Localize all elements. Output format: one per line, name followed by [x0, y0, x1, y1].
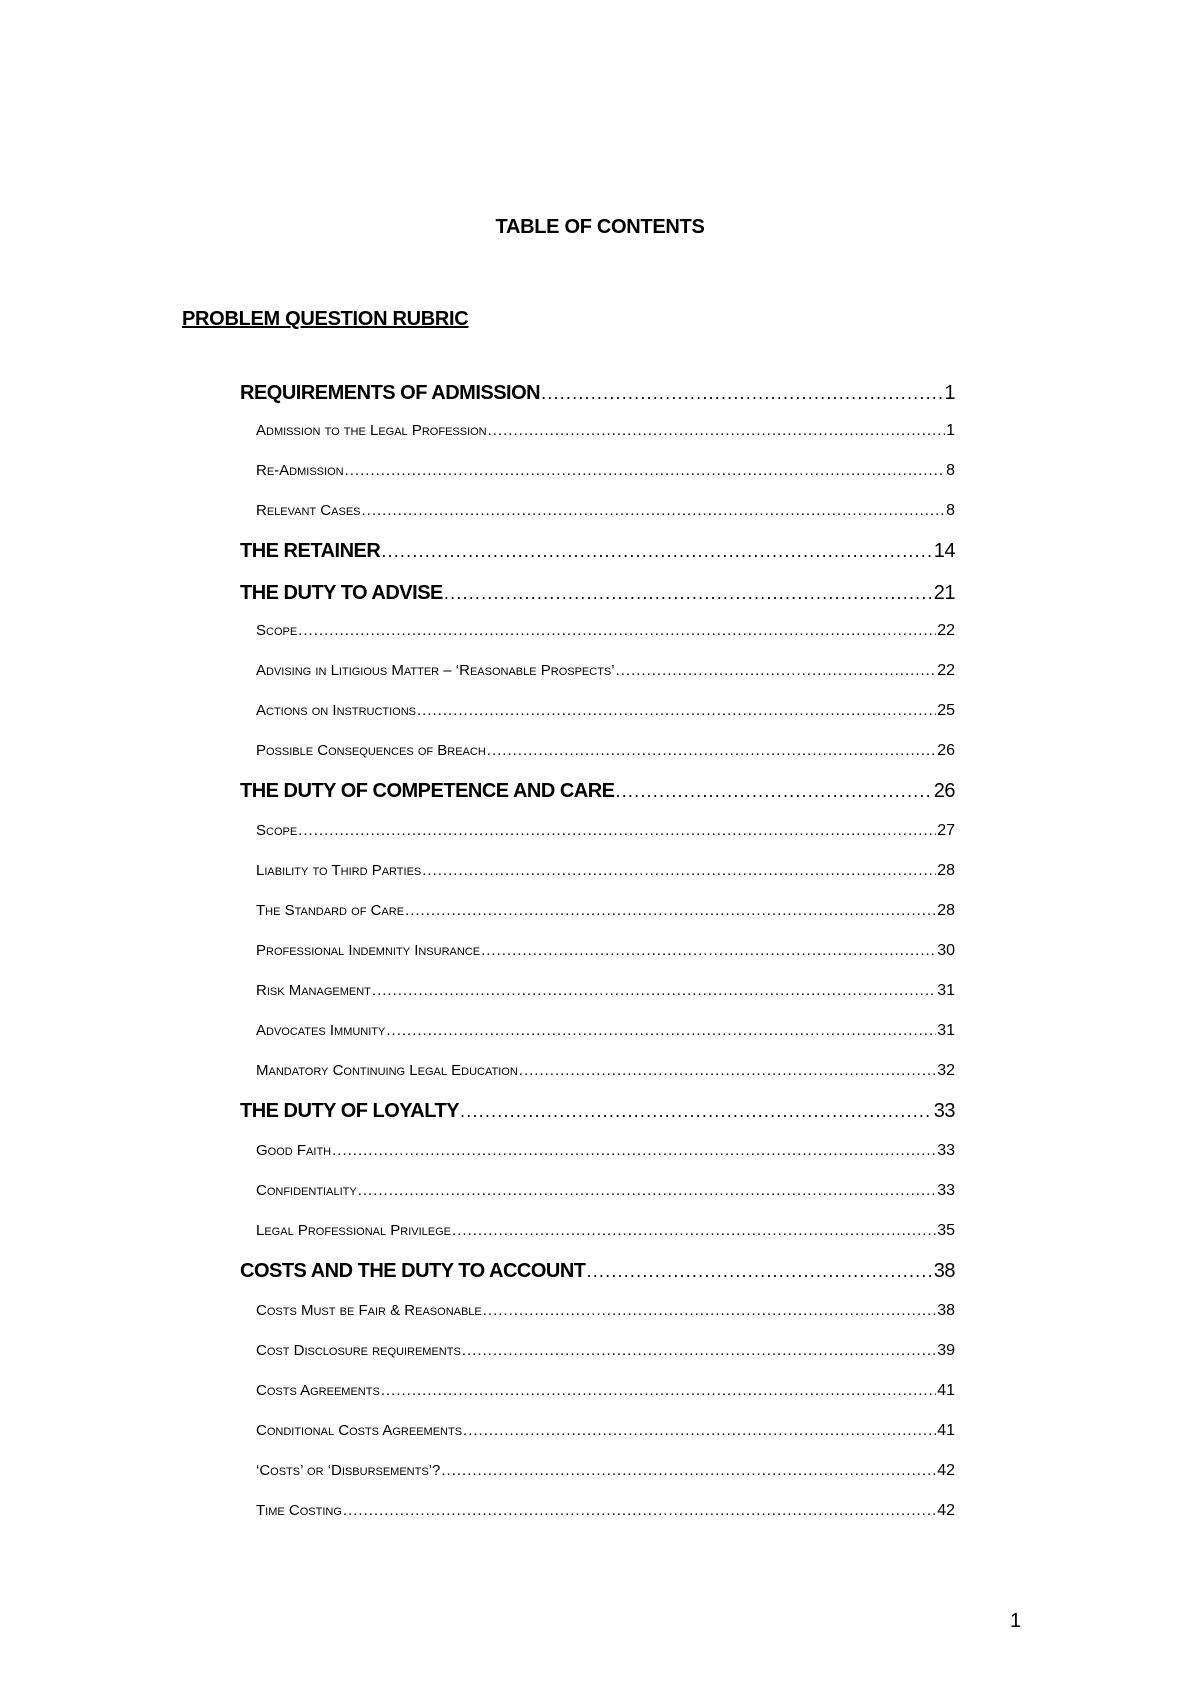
toc-entry-page: 14 — [933, 540, 955, 562]
toc-entry-page: 1 — [944, 382, 955, 404]
toc-entry[interactable] — [256, 462, 955, 480]
toc-entry-label: Liability to Third Parties — [256, 862, 422, 879]
toc-entry-page: 33 — [933, 1100, 955, 1122]
toc-entry-page: 38 — [933, 1260, 955, 1282]
dot-leader — [616, 781, 933, 802]
toc-entry[interactable] — [256, 1022, 955, 1040]
toc-entry[interactable] — [240, 780, 955, 803]
toc-entry-label: THE DUTY OF COMPETENCE AND CARE — [240, 780, 615, 802]
toc-entry-page: 25 — [937, 702, 955, 719]
toc-entry-label: Relevant Cases — [256, 502, 361, 519]
dot-leader — [386, 1022, 936, 1039]
toc-entry-page: 42 — [937, 1462, 955, 1479]
toc-entry-label: Mandatory Continuing Legal Education — [256, 1062, 518, 1079]
dot-leader — [417, 702, 936, 719]
toc-entry-page: 35 — [937, 1222, 955, 1239]
toc-entry[interactable] — [240, 1100, 955, 1123]
toc-entry-label: Possible Consequences of Breach — [256, 742, 486, 759]
dot-leader — [405, 902, 936, 919]
toc-entry-page: 31 — [937, 982, 955, 999]
dot-leader — [372, 982, 936, 999]
dot-leader — [362, 502, 946, 519]
toc-entry[interactable] — [240, 1260, 955, 1283]
toc-entry[interactable] — [256, 502, 955, 520]
dot-leader — [587, 1261, 933, 1282]
toc-entry-page: 21 — [933, 582, 955, 604]
dot-leader — [444, 583, 933, 604]
toc-entry[interactable] — [240, 382, 955, 405]
toc-entry[interactable] — [256, 1142, 955, 1160]
toc-entry[interactable] — [256, 1462, 955, 1480]
dot-leader — [332, 1142, 936, 1159]
dot-leader — [452, 1222, 936, 1239]
toc-entry-page: 41 — [937, 1422, 955, 1439]
toc-entry-page: 8 — [946, 502, 955, 519]
toc-entry-page: 31 — [937, 1022, 955, 1039]
dot-leader — [463, 1422, 936, 1439]
toc-entry-page: 28 — [937, 902, 955, 919]
toc-entry-label: Scope — [256, 622, 298, 639]
toc-entry-page: 39 — [937, 1342, 955, 1359]
toc-entry[interactable] — [256, 1502, 955, 1520]
toc-entry-page: 26 — [933, 780, 955, 802]
dot-leader — [343, 1502, 936, 1519]
toc-entry-label: COSTS AND THE DUTY TO ACCOUNT — [240, 1260, 586, 1282]
toc-entry[interactable] — [256, 982, 955, 1000]
section-heading: PROBLEM QUESTION RUBRIC — [182, 308, 469, 330]
dot-leader — [483, 1302, 936, 1319]
toc-entry-label: Legal Professional Privilege — [256, 1222, 452, 1239]
toc-entry-label: Good Faith — [256, 1142, 332, 1159]
toc-entry-page: 8 — [946, 462, 955, 479]
dot-leader — [541, 383, 943, 404]
toc-entry-label: Professional Indemnity Insurance — [256, 942, 481, 959]
toc-entry-label: Actions on Instructions — [256, 702, 417, 719]
toc-entry[interactable] — [240, 540, 955, 563]
toc-entry[interactable] — [256, 1182, 955, 1200]
toc-entry-label: REQUIREMENTS OF ADMISSION — [240, 382, 541, 404]
toc-entry-label: Time Costing — [256, 1502, 342, 1519]
toc-entry-label: Scope — [256, 822, 298, 839]
dot-leader — [519, 1062, 936, 1079]
dot-leader — [358, 1182, 937, 1199]
toc-entry-page: 41 — [937, 1382, 955, 1399]
toc-entry[interactable] — [256, 742, 955, 760]
toc-entry-label: Cost Disclosure requirements — [256, 1342, 461, 1359]
toc-entry-label: Conditional Costs Agreements — [256, 1422, 463, 1439]
toc-entry[interactable] — [256, 1222, 955, 1240]
dot-leader — [462, 1342, 936, 1359]
toc-entry[interactable] — [240, 582, 955, 605]
toc-entry-label: THE DUTY TO ADVISE — [240, 582, 443, 604]
toc-entry[interactable] — [256, 942, 955, 960]
toc-entry-page: 27 — [937, 822, 955, 839]
toc-entry-label: THE DUTY OF LOYALTY — [240, 1100, 460, 1122]
toc-entry[interactable] — [256, 1382, 955, 1400]
toc-entry[interactable] — [256, 1062, 955, 1080]
toc-entry-page: 30 — [937, 942, 955, 959]
toc-entry[interactable] — [256, 1302, 955, 1320]
dot-leader — [298, 622, 936, 639]
toc-entry-page: 22 — [937, 662, 955, 679]
toc-entry[interactable] — [256, 662, 955, 680]
dot-leader — [460, 1101, 933, 1122]
dot-leader — [422, 862, 936, 879]
dot-leader — [616, 662, 937, 679]
toc-entry[interactable] — [256, 1422, 955, 1440]
toc-entry-label: Costs Agreements — [256, 1382, 380, 1399]
toc-entry[interactable] — [256, 702, 955, 720]
dot-leader — [441, 1462, 936, 1479]
toc-entry-label: ‘Costs’ or ‘Disbursements’? — [256, 1462, 441, 1479]
dot-leader — [345, 462, 946, 479]
toc-entry-label: Advising in Litigious Matter – ‘Reasonable Prospects’ — [256, 662, 615, 679]
toc-entry-label: The Standard of Care — [256, 902, 405, 919]
dot-leader — [488, 422, 945, 439]
toc-entry-label: Advocates Immunity — [256, 1022, 386, 1039]
page-number: 1 — [1010, 1610, 1022, 1632]
dot-leader — [481, 942, 936, 959]
toc-entry-page: 28 — [937, 862, 955, 879]
toc-entry[interactable] — [256, 1342, 955, 1360]
toc-entry-label: THE RETAINER — [240, 540, 381, 562]
toc-entry-label: Confidentiality — [256, 1182, 357, 1199]
toc-entry-page: 26 — [937, 742, 955, 759]
dot-leader — [381, 541, 932, 562]
toc-entry-page: 33 — [937, 1182, 955, 1199]
toc-entry-page: 32 — [937, 1062, 955, 1079]
toc-entry[interactable] — [256, 622, 955, 640]
dot-leader — [487, 742, 936, 759]
toc-entry-page: 33 — [937, 1142, 955, 1159]
toc-entry-page: 22 — [937, 622, 955, 639]
dot-leader — [298, 822, 936, 839]
toc-entry[interactable] — [256, 422, 955, 440]
toc-entry-label: Risk Management — [256, 982, 371, 999]
toc-entry[interactable] — [256, 822, 955, 840]
toc-entry-label: Costs Must be Fair & Reasonable — [256, 1302, 482, 1319]
toc-title: TABLE OF CONTENTS — [495, 216, 705, 238]
toc-entry-page: 1 — [946, 422, 955, 439]
toc-entry-label: Re-Admission — [256, 462, 344, 479]
toc-entry[interactable] — [256, 862, 955, 880]
toc-entry-page: 42 — [937, 1502, 955, 1519]
toc-entry-label: Admission to the Legal Profession — [256, 422, 487, 439]
dot-leader — [381, 1382, 936, 1399]
toc-entry[interactable] — [256, 902, 955, 920]
toc-entry-page: 38 — [937, 1302, 955, 1319]
